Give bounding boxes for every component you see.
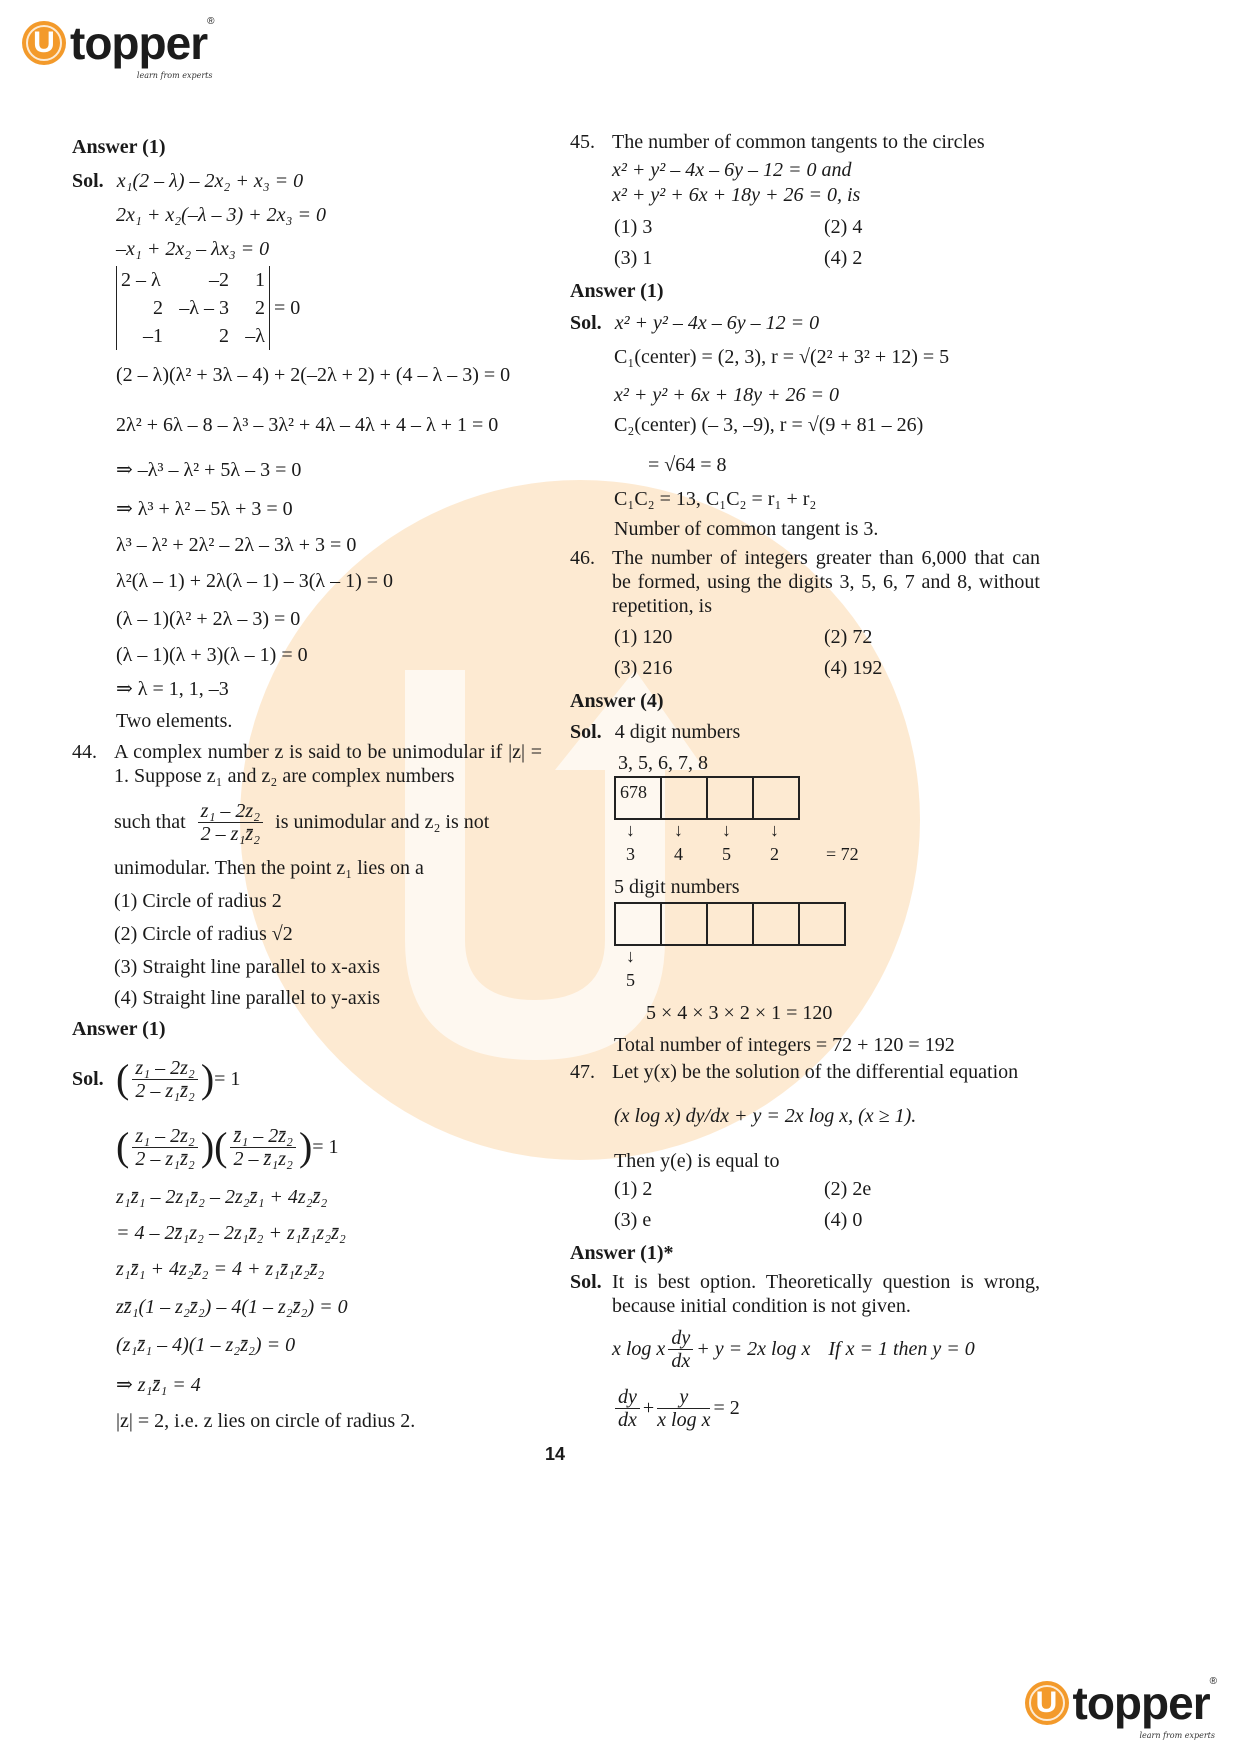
- brand-name: topper: [1072, 1677, 1210, 1729]
- down-arrow-icon: ↓: [626, 820, 635, 840]
- digit-box: [660, 902, 708, 946]
- q45-options-row-1: [570, 212, 1040, 243]
- fraction-numerator: z₁ – 2z₂: [132, 1057, 197, 1080]
- sol44-t2: = 4 – 2z̄₁z₂ – 2z₁z̄₂ + z₁z̄₁z₂z̄₂: [116, 1222, 346, 1244]
- q46-options-row-1: [570, 622, 1040, 653]
- sol-43-eq1: [72, 164, 542, 198]
- five-digit-arrow: [626, 946, 1040, 970]
- sol-47-text: [570, 1270, 1040, 1318]
- total-integers: Total number of integers = 72 + 120 = 192: [614, 1034, 955, 1056]
- brand-logo: [22, 16, 215, 80]
- sol-45-r7: Number of common tangent is 3.: [614, 518, 879, 540]
- five-digit-boxes: [614, 902, 1040, 946]
- sol-45-r4: C₂(center) (– 3, –9), r = √(9 + 81 – 26): [614, 414, 924, 436]
- determinant: [72, 266, 542, 350]
- five-digit-choice: [626, 970, 1040, 996]
- equation: x₁(2 – λ) – 2x₂ + x₃ = 0: [116, 170, 304, 192]
- choice-count: 4: [674, 844, 683, 864]
- digit-box: 678: [614, 776, 662, 820]
- sol44-equals: = 1: [312, 1135, 339, 1158]
- det-equals: = 0: [274, 296, 301, 319]
- registered-mark: ®: [207, 16, 215, 27]
- q47-option-2: (2) 2e: [824, 1178, 872, 1200]
- question-number: 46.: [570, 547, 595, 569]
- fraction-numerator: y: [657, 1386, 710, 1409]
- choice-count: 5: [722, 844, 731, 864]
- equation: x² + y² – 4x – 6y – 12 = 0: [614, 312, 820, 334]
- sol44-equals: = 1: [214, 1067, 241, 1090]
- q44-option-1: (1) Circle of radius 2: [114, 890, 282, 912]
- q44-tail: unimodular. Then the point z₁ lies on a: [114, 857, 424, 879]
- digit-box: [752, 776, 800, 820]
- sol-label: Sol.: [72, 1067, 104, 1090]
- q44-option-2: (2) Circle of radius √2: [114, 923, 293, 945]
- q44-such-that: such that: [114, 810, 186, 833]
- fraction-denominator: 2 – z₁z̄₂: [135, 1147, 195, 1170]
- q47-option-1: (1) 2: [614, 1178, 653, 1200]
- question-number: 47.: [570, 1061, 595, 1083]
- step-8: (λ – 1)(λ + 3)(λ – 1) = 0: [116, 644, 308, 666]
- four-digit-boxes: [614, 776, 1040, 820]
- digit-box: [660, 776, 708, 820]
- brand-tagline: learn from experts: [136, 71, 213, 80]
- q45-circle-1: x² + y² – 4x – 6y – 12 = 0 and: [612, 159, 852, 181]
- determinant-matrix: [116, 266, 270, 350]
- answer-43: Answer (1): [72, 136, 166, 158]
- sol44-t3: z₁z̄₁ + 4z₂z̄₂ = 4 + z₁z̄₁z₂z̄₂: [116, 1258, 325, 1280]
- question-45: [570, 130, 1040, 154]
- question-number: 45.: [570, 131, 595, 153]
- four-digit-arrows: [626, 820, 1040, 844]
- det-cell: –λ: [245, 325, 265, 347]
- down-arrow-icon: ↓: [626, 946, 635, 966]
- q47-options-row-2: [570, 1205, 1040, 1236]
- digit-box: [614, 902, 662, 946]
- registered-mark: ®: [1209, 1676, 1217, 1687]
- sol44-t4: zz̄₁(1 – z₂z̄₂) – 4(1 – z₂z̄₂) = 0: [116, 1296, 348, 1318]
- sol-45-r1: [570, 306, 1040, 340]
- step-5: λ³ – λ² + 2λ² – 2λ – 3λ + 3 = 0: [116, 534, 357, 556]
- sol-45-r2: C₁(center) = (2, 3), r = √(2² + 3² + 12) = 5: [614, 346, 950, 368]
- brand-logo-footer: [1025, 1676, 1217, 1740]
- digit-box: [706, 902, 754, 946]
- q45-option-2: (2) 4: [824, 216, 863, 238]
- sol47-de1: [570, 1318, 1040, 1380]
- sol-43-eq2: 2x₁ + x₂(–λ – 3) + 2x₃ = 0: [116, 204, 326, 226]
- sol-44-product: [72, 1114, 542, 1180]
- fraction-denominator: dx: [671, 1349, 691, 1372]
- fraction-numerator: dy: [668, 1327, 693, 1350]
- sol44-fraction: [132, 1057, 197, 1102]
- det-cell: –1: [143, 325, 163, 347]
- det-cell: –λ – 3: [179, 297, 229, 319]
- fraction-denominator: 2 – z₁z̄₂: [200, 822, 261, 845]
- sol-label: Sol.: [570, 312, 602, 334]
- q47-then: Then y(e) is equal to: [614, 1150, 780, 1172]
- left-column: [72, 130, 542, 1434]
- choice-count: 5: [626, 970, 635, 990]
- sol44-t1: z₁z̄₁ – 2z₁z̄₂ – 2z₂z̄₁ + 4z₂z̄₂: [116, 1186, 328, 1208]
- fraction-denominator: 2 – z̄₁z₂: [233, 1147, 293, 1170]
- q47-option-4: (4) 0: [824, 1209, 863, 1231]
- de2-plus: +: [642, 1396, 655, 1419]
- det-cell: 2: [219, 325, 229, 347]
- de1-condition: If x = 1 then y = 0: [828, 1337, 975, 1360]
- sol44-t7: |z| = 2, i.e. z lies on circle of radius 2.: [116, 1410, 416, 1432]
- sol-45-r5: = √64 = 8: [648, 454, 727, 476]
- fraction-denominator: 2 – z₁z̄₂: [135, 1079, 195, 1102]
- sol-label: Sol.: [72, 170, 104, 192]
- q47-option-3: (3) e: [614, 1209, 652, 1231]
- det-row: [121, 322, 265, 350]
- q46-option-4: (4) 192: [824, 657, 883, 679]
- q44-fraction: [198, 800, 263, 845]
- q44-option-4: (4) Straight line parallel to y-axis: [114, 987, 381, 1009]
- brand-mark-icon: U: [1025, 1681, 1069, 1725]
- choice-count: 3: [626, 844, 635, 864]
- paren-open: (: [214, 1124, 228, 1169]
- choice-count: 2: [770, 844, 779, 864]
- brand-mark-icon: U: [22, 21, 66, 65]
- de2-equals: = 2: [713, 1396, 740, 1419]
- paren-close: ): [200, 1056, 215, 1101]
- fraction-numerator: z₁ – 2z₂: [198, 800, 263, 823]
- digits-list: 3, 5, 6, 7, 8: [618, 752, 708, 774]
- digit-box: [706, 776, 754, 820]
- question-text: The number of common tangents to the circles: [612, 131, 985, 153]
- det-row: [121, 266, 265, 294]
- down-arrow-icon: ↓: [722, 820, 731, 840]
- sol-45-r3: x² + y² + 6x + 18y + 26 = 0: [614, 384, 839, 406]
- step-6: λ²(λ – 1) + 2λ(λ – 1) – 3(λ – 1) = 0: [116, 570, 394, 592]
- paren-open: (: [116, 1056, 130, 1101]
- sol44-fraction-b: [230, 1125, 295, 1170]
- down-arrow-icon: ↓: [674, 820, 683, 840]
- answer-45: Answer (1): [570, 280, 664, 302]
- step-1: (2 – λ)(λ² + 3λ – 4) + 2(–2λ + 2) + (4 – λ – 3) = 0: [116, 364, 511, 386]
- paren-close: ): [298, 1124, 313, 1169]
- q46-option-1: (1) 120: [614, 626, 673, 648]
- step-3: ⇒ –λ³ – λ² + 5λ – 3 = 0: [116, 459, 302, 481]
- q46-option-2: (2) 72: [824, 626, 873, 648]
- det-cell: 2: [153, 297, 163, 319]
- det-cell: 2 – λ: [121, 269, 161, 291]
- sol-label: Sol.: [570, 721, 602, 743]
- sol-44-start: [72, 1044, 542, 1114]
- fraction-numerator: z₁ – 2z₂: [132, 1125, 197, 1148]
- q44-rest: is unimodular and z₂ is not: [275, 810, 490, 833]
- question-text: The number of integers greater than 6,000 that can be formed, using the digits 3, 5, 6, 7 and 8, without repetition, is: [612, 547, 1040, 617]
- sol47-de2: [570, 1380, 1040, 1436]
- fraction-denominator: x log x: [657, 1408, 711, 1431]
- det-cell: –2: [209, 269, 229, 291]
- q45-option-1: (1) 3: [614, 216, 653, 238]
- q46-options-row-2: [570, 653, 1040, 684]
- paren-open: (: [116, 1124, 130, 1169]
- q45-options-row-2: [570, 243, 1040, 274]
- sol44-t5: (z₁z̄₁ – 4)(1 – z₂z̄₂) = 0: [116, 1334, 296, 1356]
- sol-46-a: [570, 715, 1040, 746]
- sol44-fraction-a: [132, 1125, 197, 1170]
- det-cell: 2: [255, 297, 265, 319]
- step-4: ⇒ λ³ + λ² – 5λ + 3 = 0: [116, 498, 293, 520]
- brand-tagline: learn from experts: [1139, 1731, 1215, 1740]
- question-text: Let y(x) be the solution of the differential equation: [612, 1061, 1019, 1083]
- question-47: [570, 1060, 1040, 1084]
- fraction-numerator: z̄₁ – 2z̄₂: [230, 1125, 295, 1148]
- sol44-t6: ⇒ z₁z̄₁ = 4: [116, 1374, 201, 1396]
- q45-option-3: (3) 1: [614, 247, 653, 269]
- question-46: [570, 546, 1040, 618]
- question-text: A complex number z is said to be unimodular if |z| = 1. Suppose z₁ and z₂ are complex numbers: [114, 741, 542, 787]
- sol-45-r6: C₁C₂ = 13, C₁C₂ = r₁ + r₂: [614, 488, 817, 510]
- digit-box: [752, 902, 800, 946]
- fraction-denominator: dx: [618, 1408, 637, 1431]
- q44-option-3: (3) Straight line parallel to x-axis: [114, 956, 381, 978]
- down-arrow-icon: ↓: [770, 820, 779, 840]
- sol47-explanation: It is best option. Theoretically question is wrong, because initial condition is not given.: [612, 1271, 1040, 1317]
- sol46-four-digit: 4 digit numbers: [614, 721, 741, 743]
- step-10: Two elements.: [116, 710, 233, 732]
- right-column: [570, 130, 1040, 1436]
- det-row: [121, 294, 265, 322]
- q44-condition: [72, 792, 542, 852]
- answer-46: Answer (4): [570, 690, 664, 712]
- question-44: [72, 740, 542, 788]
- paren-close: ): [200, 1124, 215, 1169]
- q45-circle-2: x² + y² + 6x + 18y + 26 = 0, is: [612, 184, 861, 206]
- de2-derivative: [615, 1386, 640, 1431]
- page-number: 14: [544, 1444, 566, 1464]
- de2-term: [657, 1386, 710, 1431]
- det-cell: 1: [255, 269, 265, 291]
- question-number: 44.: [72, 741, 97, 763]
- step-7: (λ – 1)(λ² + 2λ – 3) = 0: [116, 608, 301, 630]
- q45-option-4: (4) 2: [824, 247, 863, 269]
- five-digit-product: 5 × 4 × 3 × 2 × 1 = 120: [646, 1002, 833, 1024]
- step-9: ⇒ λ = 1, 1, –3: [116, 678, 229, 700]
- sol-43-eq3: –x₁ + 2x₂ – λx₃ = 0: [116, 238, 270, 260]
- sol46-five-digit: 5 digit numbers: [614, 876, 740, 898]
- brand-name: topper: [70, 17, 208, 69]
- q47-options-row-1: [570, 1174, 1040, 1205]
- four-digit-total: = 72: [826, 844, 859, 864]
- de1-left: x log x: [612, 1337, 666, 1360]
- de1-right: + y = 2x log x: [696, 1337, 811, 1360]
- digit-box: [798, 902, 846, 946]
- answer-47: Answer (1)*: [570, 1242, 674, 1264]
- fraction-numerator: dy: [615, 1386, 640, 1409]
- q47-equation: (x log x) dy/dx + y = 2x log x, (x ≥ 1).: [614, 1105, 917, 1127]
- step-2: 2λ² + 6λ – 8 – λ³ – 3λ² + 4λ – 4λ + 4 – λ + 1 = 0: [116, 414, 499, 436]
- q46-option-3: (3) 216: [614, 657, 673, 679]
- sol-label: Sol.: [570, 1271, 602, 1293]
- four-digit-choices: [626, 844, 1040, 870]
- answer-44: Answer (1): [72, 1018, 166, 1040]
- de1-derivative: [668, 1327, 693, 1372]
